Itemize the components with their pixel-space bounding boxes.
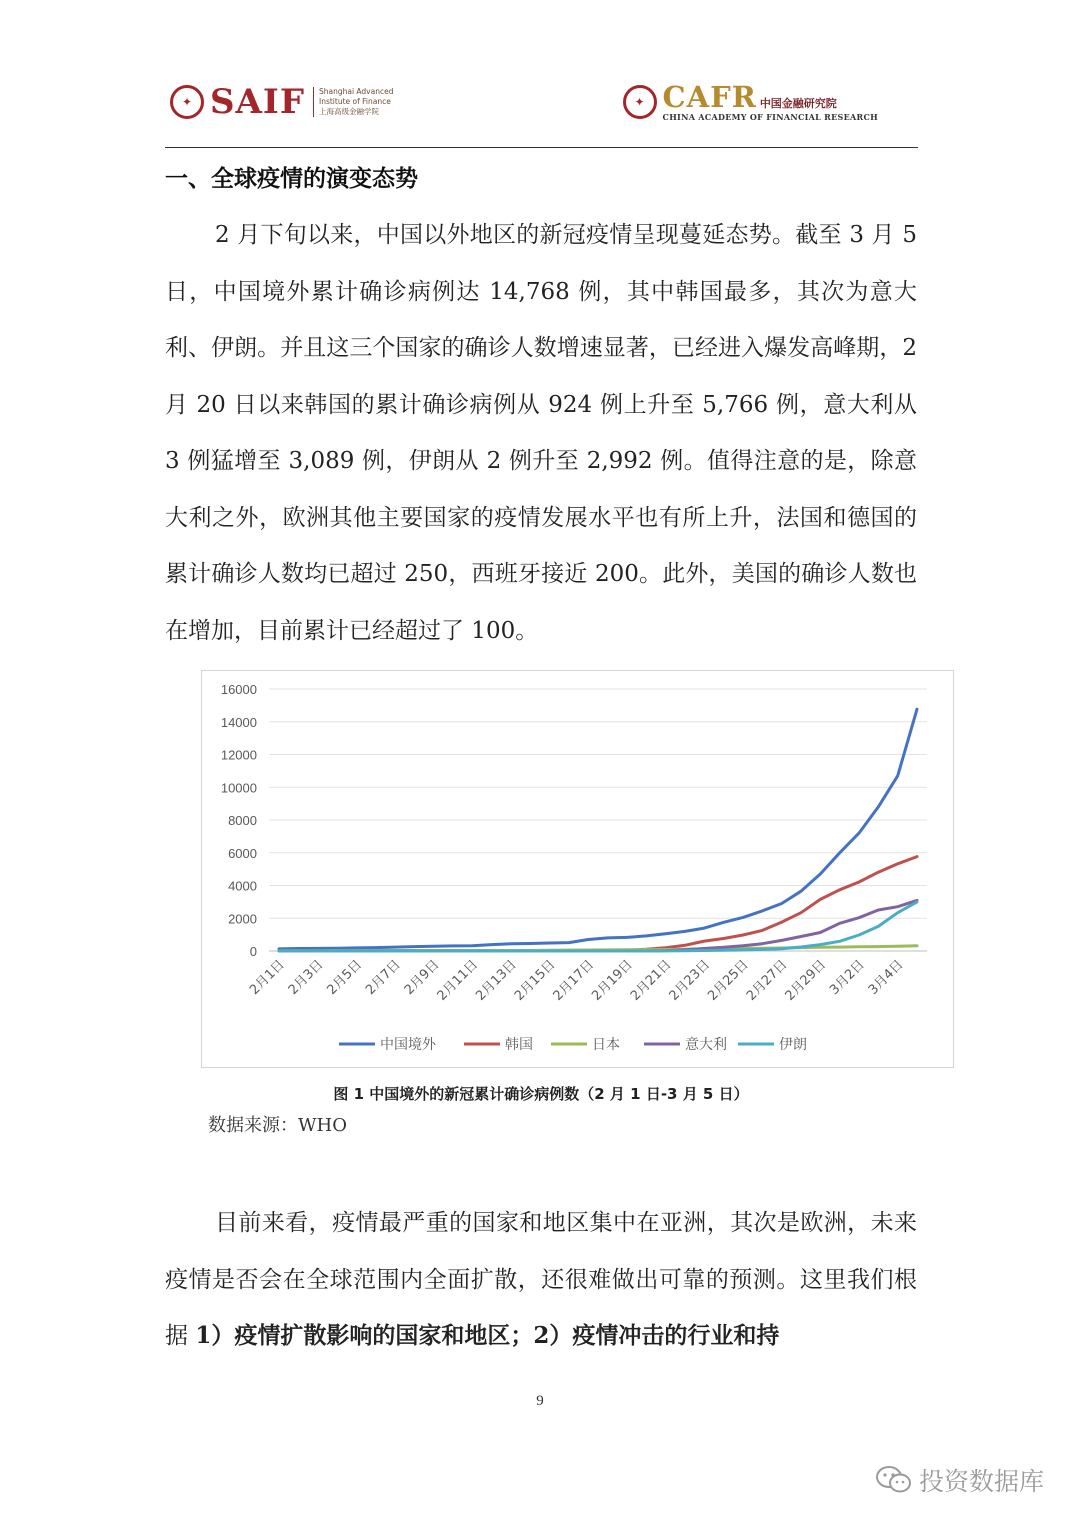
series-line: [279, 902, 917, 951]
x-tick-label: 2月3日: [285, 957, 327, 998]
x-tick-label: 2月23日: [666, 957, 714, 1004]
y-tick-label: 16000: [220, 682, 257, 697]
x-tick-label: 2月15日: [511, 957, 559, 1004]
y-tick-label: 10000: [220, 780, 257, 796]
cafr-logo-text: CAFR: [662, 80, 757, 114]
saif-logo-text: SAIF: [210, 82, 305, 122]
saif-subtitle-line: 上海高级金融学院: [318, 107, 379, 116]
x-tick-label: 2月17日: [550, 957, 598, 1004]
saif-logo: [170, 80, 393, 124]
x-tick-label: 2月9日: [401, 957, 443, 998]
section-heading: 一、全球疫情的演变态势: [165, 166, 418, 192]
y-tick-label: 8000: [228, 813, 257, 828]
university-seal-icon: ✦: [623, 85, 657, 119]
x-tick-label: 2月25日: [705, 957, 752, 1004]
legend-label: 韩国: [505, 1037, 533, 1053]
x-tick-label: 2月29日: [782, 957, 830, 1004]
x-tick-label: 2月5日: [324, 957, 366, 998]
page-number: 9: [536, 1393, 544, 1409]
legend-label: 伊朗: [779, 1037, 807, 1053]
cafr-logo: [623, 80, 878, 124]
paragraph-text: 目前来看，疫情最严重的国家和地区集中在亚洲，其次是欧洲，未来疫情是否会在全球范围内全面扩散，还很难做出可靠的预测。这里我们根据: [165, 1210, 917, 1349]
x-tick-label: 3月4日: [865, 957, 907, 998]
watermark-text: 投资数据库: [918, 1467, 1044, 1496]
watermark: [875, 1462, 1044, 1498]
x-tick-label: 2月7日: [363, 957, 404, 998]
figure-caption: 图 1 中国境外的新冠累计确诊病例数（2 月 1 日-3 月 5 日）: [333, 1085, 749, 1103]
x-tick-label: 3月2日: [827, 957, 868, 998]
x-tick-label: 2月13日: [473, 957, 520, 1004]
x-tick-label: 2月21日: [627, 957, 675, 1004]
body-paragraph: [165, 1195, 917, 1365]
series-line: [279, 709, 917, 949]
x-tick-label: 2月1日: [247, 957, 288, 998]
legend-label: 日本: [592, 1037, 620, 1053]
x-tick-label: 2月19日: [589, 957, 636, 1004]
page-header: [165, 78, 918, 148]
cafr-english-name: CHINA ACADEMY OF FINANCIAL RESEARCH: [662, 112, 878, 122]
chart-canvas: [202, 671, 955, 1069]
saif-subtitle-line: Shanghai Advanced: [318, 87, 394, 96]
body-paragraph: 2 月下旬以来，中国以外地区的新冠疫情呈现蔓延态势。截至 3 月 5 日，中国境外累计确诊病例达 14,768 例，其中韩国最多，其次为意大利、伊朗。并且这三个国家的确诊人数增速显著，已经进入爆发高峰期，2 月 20 日以来韩国的累计确诊病例从 924 例上升至 5,766 例，意大利从 3 例猛增至 3,089 例，伊朗从 2 例升至 2,992 例。值得注意的是，除意大利之外，欧洲其他主要国家的疫情发展水平也有所上升，法国和德国的累计确诊人数均已超过 250，西班牙接近 200。此外，美国的确诊人数也在增加，目前累计已经超过了 100。: [165, 222, 917, 644]
header-divider: [165, 147, 918, 148]
x-tick-label: 2月27日: [743, 957, 791, 1004]
cafr-chinese-name: 中国金融研究院: [759, 97, 837, 110]
cafr-logo-text-block: [663, 82, 878, 122]
wechat-icon: [875, 1465, 913, 1495]
paragraph-bold-text: 1）疫情扩散影响的国家和地区；2）疫情冲击的行业和持: [195, 1322, 780, 1349]
y-tick-label: 4000: [228, 878, 257, 894]
legend-label: 中国境外: [380, 1037, 436, 1053]
line-chart: [201, 670, 954, 1068]
data-source: 数据来源：WHO: [208, 1115, 347, 1136]
legend-label: 意大利: [685, 1037, 727, 1053]
y-tick-label: 2000: [228, 911, 257, 927]
cafr-logo-top: [663, 82, 878, 112]
university-seal-icon: ✦: [170, 85, 204, 119]
y-tick-label: 12000: [220, 747, 257, 763]
saif-subtitle-line: Institute of Finance: [318, 97, 391, 106]
x-tick-label: 2月11日: [434, 957, 482, 1004]
y-tick-label: 14000: [220, 714, 257, 730]
y-tick-label: 0: [249, 944, 257, 959]
y-tick-label: 6000: [228, 845, 257, 861]
saif-logo-subtitle: [313, 87, 394, 117]
